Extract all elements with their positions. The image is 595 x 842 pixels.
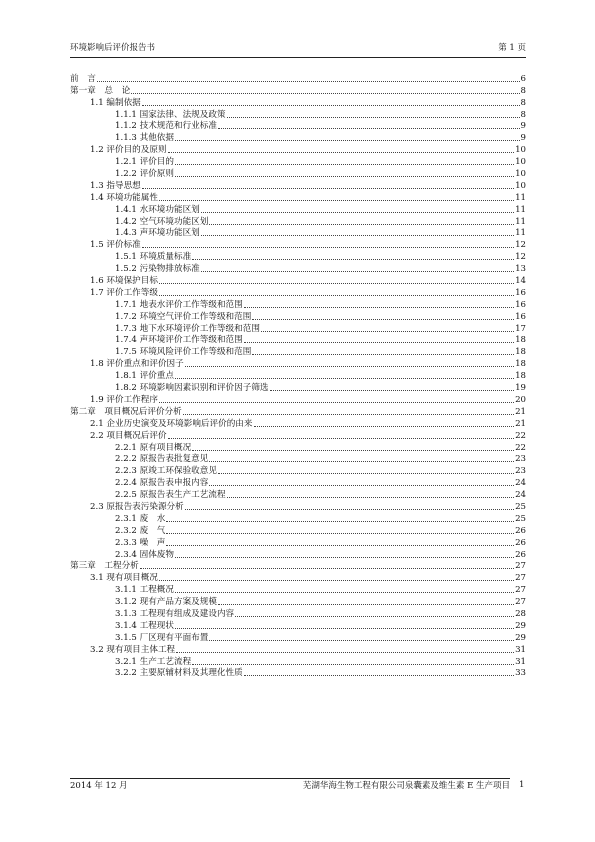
toc-entry-page: 26	[515, 549, 526, 560]
toc-leader-dots	[192, 450, 514, 451]
toc-entry-page: 29	[515, 632, 526, 643]
toc-entry-title: 1.7.3 地下水环境评价工作等级和范围	[115, 323, 260, 334]
toc-entry[interactable]	[70, 299, 526, 311]
toc-entry-title: 2.2.3 原竣工环保验收意见	[115, 466, 217, 477]
toc-leader-dots	[175, 557, 514, 558]
toc-entry[interactable]	[70, 192, 526, 204]
toc-entry-title: 1.1.1 国家法律、法规及政策	[115, 109, 226, 120]
header-rule	[70, 57, 526, 58]
toc-entry[interactable]	[70, 584, 526, 596]
toc-entry-title: 3.2.2 主要原辅材料及其理化性质	[115, 668, 243, 679]
toc-entry[interactable]	[70, 406, 526, 418]
toc-entry[interactable]	[70, 275, 526, 287]
toc-entry-title: 1.4.3 声环境功能区划	[115, 228, 200, 239]
toc-entry-title: 1.1.3 其他依据	[115, 133, 174, 144]
toc-entry-page: 26	[515, 537, 526, 548]
toc-entry[interactable]	[70, 287, 526, 299]
toc-entry[interactable]	[70, 144, 526, 156]
header-title: 环境影响后评价报告书	[70, 43, 156, 53]
toc-entry-page: 13	[515, 264, 526, 275]
toc-entry-page: 11	[515, 216, 526, 227]
toc-entry[interactable]	[70, 239, 526, 251]
toc-leader-dots	[131, 93, 519, 94]
toc-leader-dots	[244, 675, 514, 676]
toc-entry[interactable]	[70, 668, 526, 680]
toc-leader-dots	[209, 640, 514, 641]
toc-entry-title: 3.1.5 厂区现有平面布置	[115, 632, 209, 643]
toc-entry[interactable]	[70, 323, 526, 335]
toc-entry-page: 23	[515, 454, 526, 465]
toc-leader-dots	[175, 628, 514, 629]
toc-entry-title: 前 言	[70, 73, 96, 84]
toc-entry[interactable]	[70, 394, 526, 406]
toc-entry-title: 1.6 环境保护目标	[90, 276, 158, 287]
toc-leader-dots	[142, 247, 514, 248]
toc-leader-dots	[192, 664, 514, 665]
toc-entry-page: 33	[515, 668, 526, 679]
toc-leader-dots	[142, 105, 520, 106]
toc-entry[interactable]	[70, 549, 526, 561]
toc-entry-page: 8	[520, 85, 526, 96]
toc-entry-title: 第三章 工程分析	[70, 561, 139, 572]
footer-rule	[70, 778, 510, 779]
toc-leader-dots	[166, 521, 514, 522]
toc-entry-page: 18	[515, 335, 526, 346]
toc-entry-title: 1.8.2 环境影响因素识别和评价因子筛选	[115, 383, 269, 394]
toc-entry-title: 1.5.2 污染物排放标准	[115, 264, 200, 275]
toc-entry-title: 1.7.2 环境空气评价工作等级和范围	[115, 311, 252, 322]
toc-leader-dots	[201, 235, 514, 236]
toc-entry-title: 2.3.3 噪 声	[115, 537, 166, 548]
toc-entry-title: 1.3 指导思想	[90, 180, 141, 191]
toc-entry[interactable]	[70, 632, 526, 644]
toc-entry-page: 10	[515, 157, 526, 168]
toc-entry-page: 12	[515, 252, 526, 263]
footer-company: 芜湖华海生物工程有限公司泉囊素及维生素 E 生产项目	[302, 781, 510, 791]
toc-entry-page: 31	[515, 656, 526, 667]
toc-leader-dots	[252, 319, 514, 320]
toc-leader-dots	[209, 461, 514, 462]
toc-entry[interactable]	[70, 73, 526, 85]
toc-entry-title: 1.2.2 评价原则	[115, 169, 174, 180]
toc-entry[interactable]	[70, 109, 526, 121]
toc-entry[interactable]	[70, 382, 526, 394]
toc-entry[interactable]	[70, 608, 526, 620]
toc-leader-dots	[185, 366, 514, 367]
toc-entry-title: 1.2.1 评价目的	[115, 157, 174, 168]
toc-entry-page: 26	[515, 525, 526, 536]
toc-leader-dots	[142, 188, 514, 189]
toc-entry-title: 1.9 评价工作程序	[90, 394, 158, 405]
toc-entry-title: 1.7 评价工作等级	[90, 287, 158, 298]
toc-leader-dots	[218, 128, 520, 129]
toc-leader-dots	[209, 224, 514, 225]
toc-entry-page: 22	[515, 442, 526, 453]
toc-leader-dots	[97, 81, 520, 82]
footer-page-number: 1	[519, 780, 525, 790]
toc-entry[interactable]	[70, 418, 526, 430]
toc-entry-title: 3.1.2 现有产品方案及规模	[115, 597, 217, 608]
toc-entry-page: 6	[520, 73, 526, 84]
toc-leader-dots	[218, 604, 514, 605]
toc-leader-dots	[254, 426, 515, 427]
header-page-label: 第 1 页	[498, 43, 526, 53]
toc-entry-page: 18	[515, 347, 526, 358]
toc-entry-title: 第二章 项目概况后评价分析	[70, 406, 182, 417]
toc-entry-page: 10	[515, 169, 526, 180]
toc-leader-dots	[244, 307, 514, 308]
toc-entry[interactable]	[70, 263, 526, 275]
toc-entry[interactable]	[70, 501, 526, 513]
toc-leader-dots	[176, 652, 514, 653]
toc-entry-title: 3.1.3 工程现有组成及建设内容	[115, 608, 235, 619]
toc-entry[interactable]	[70, 596, 526, 608]
toc-leader-dots	[183, 414, 514, 415]
toc-entry[interactable]	[70, 97, 526, 109]
toc-entry[interactable]	[70, 85, 526, 97]
toc-entry[interactable]	[70, 620, 526, 632]
toc-entry[interactable]	[70, 251, 526, 263]
toc-entry[interactable]	[70, 168, 526, 180]
toc-leader-dots	[168, 152, 515, 153]
toc-entry-page: 16	[515, 287, 526, 298]
toc-entry[interactable]	[70, 121, 526, 133]
toc-entry-page: 24	[515, 490, 526, 501]
toc-leader-dots	[175, 176, 514, 177]
toc-entry-page: 8	[520, 109, 526, 120]
toc-entry-title: 1.5.1 环境质量标准	[115, 252, 192, 263]
toc-entry-page: 24	[515, 478, 526, 489]
toc-entry-title: 2.2.5 原报告表生产工艺流程	[115, 490, 226, 501]
toc-entry[interactable]	[70, 656, 526, 668]
toc-entry[interactable]	[70, 561, 526, 573]
toc-entry[interactable]	[70, 477, 526, 489]
toc-leader-dots	[201, 271, 514, 272]
toc-entry-title: 3.1 现有项目概况	[90, 573, 158, 584]
toc-entry-title: 1.5 评价标准	[90, 240, 141, 251]
toc-entry[interactable]	[70, 180, 526, 192]
toc-entry-title: 1.1 编制依据	[90, 97, 141, 108]
toc-entry-page: 27	[515, 597, 526, 608]
toc-entry-title: 2.3.4 固体废物	[115, 549, 174, 560]
toc-entry[interactable]	[70, 465, 526, 477]
toc-entry[interactable]	[70, 454, 526, 466]
toc-entry-page: 10	[515, 180, 526, 191]
toc-entry-page: 9	[520, 133, 526, 144]
toc-entry-title: 1.4.2 空气环境功能区划	[115, 216, 209, 227]
toc-leader-dots	[159, 283, 514, 284]
toc-entry-title: 2.2 项目概况后评价	[90, 430, 167, 441]
toc-entry-page: 27	[515, 585, 526, 596]
toc-entry-title: 2.3.2 废 气	[115, 525, 166, 536]
toc-entry[interactable]	[70, 228, 526, 240]
toc-entry[interactable]	[70, 644, 526, 656]
toc-entry[interactable]	[70, 489, 526, 501]
toc-entry-page: 11	[515, 204, 526, 215]
toc-entry[interactable]	[70, 537, 526, 549]
toc-entry-page: 17	[515, 323, 526, 334]
toc-entry-title: 1.7.1 地表水评价工作等级和范围	[115, 299, 243, 310]
toc-leader-dots	[185, 509, 514, 510]
toc-entry[interactable]	[70, 216, 526, 228]
toc-entry-title: 1.7.4 声环境评价工作等级和范围	[115, 335, 243, 346]
page-header	[70, 42, 526, 55]
toc-entry-title: 2.2.2 原报告表批复意见	[115, 454, 209, 465]
toc-entry-page: 31	[515, 644, 526, 655]
toc-leader-dots	[159, 402, 514, 403]
toc-entry-page: 25	[515, 501, 526, 512]
toc-leader-dots	[235, 616, 514, 617]
toc-entry-title: 1.8 评价重点和评价因子	[90, 359, 184, 370]
toc-entry-title: 2.1 企业历史演变及环境影响后评价的由来	[90, 418, 253, 429]
toc-leader-dots	[218, 473, 514, 474]
toc-entry-title: 2.3.1 废 水	[115, 513, 166, 524]
toc-entry[interactable]	[70, 204, 526, 216]
toc-entry-page: 23	[515, 466, 526, 477]
toc-entry-page: 16	[515, 311, 526, 322]
toc-entry-page: 9	[520, 121, 526, 132]
toc-leader-dots	[168, 438, 515, 439]
toc-entry-title: 2.3 原报告表污染源分析	[90, 501, 184, 512]
toc-entry-page: 19	[515, 383, 526, 394]
toc-entry-title: 2.2.4 原报告表申报内容	[115, 478, 209, 489]
toc-entry-title: 1.2 评价目的及原则	[90, 145, 167, 156]
toc-leader-dots	[175, 378, 514, 379]
toc-leader-dots	[252, 354, 514, 355]
toc-entry-page: 25	[515, 513, 526, 524]
toc-entry[interactable]	[70, 572, 526, 584]
toc-leader-dots	[159, 295, 514, 296]
toc-entry-page: 18	[515, 359, 526, 370]
toc-leader-dots	[209, 485, 514, 486]
toc-entry[interactable]	[70, 156, 526, 168]
toc-entry[interactable]	[70, 430, 526, 442]
toc-entry-title: 第一章 总 论	[70, 85, 131, 96]
toc-leader-dots	[175, 592, 514, 593]
toc-leader-dots	[270, 390, 515, 391]
toc-leader-dots	[192, 259, 514, 260]
toc-entry[interactable]	[70, 442, 526, 454]
toc-leader-dots	[159, 200, 514, 201]
toc-leader-dots	[166, 533, 514, 534]
toc-entry-page: 16	[515, 299, 526, 310]
toc-entry-page: 18	[515, 371, 526, 382]
toc-entry-page: 28	[515, 608, 526, 619]
toc-entry-title: 3.1.1 工程概况	[115, 585, 174, 596]
toc-entry-title: 1.4 环境功能属性	[90, 192, 158, 203]
toc-leader-dots	[244, 342, 514, 343]
toc-entry-page: 10	[515, 145, 526, 156]
table-of-contents	[70, 73, 526, 679]
toc-entry-title: 3.1.4 工程现状	[115, 620, 174, 631]
toc-entry[interactable]	[70, 513, 526, 525]
toc-entry-title: 3.2.1 生产工艺流程	[115, 656, 192, 667]
toc-entry[interactable]	[70, 335, 526, 347]
toc-entry[interactable]	[70, 525, 526, 537]
toc-entry-page: 14	[515, 276, 526, 287]
toc-leader-dots	[227, 117, 520, 118]
toc-entry-page: 27	[515, 561, 526, 572]
toc-entry-title: 1.1.2 技术规范和行业标准	[115, 121, 217, 132]
toc-entry[interactable]	[70, 346, 526, 358]
toc-entry-page: 12	[515, 240, 526, 251]
toc-entry[interactable]	[70, 358, 526, 370]
toc-leader-dots	[140, 568, 514, 569]
page-footer	[70, 781, 510, 793]
toc-entry-page: 20	[515, 394, 526, 405]
toc-entry-page: 22	[515, 430, 526, 441]
toc-leader-dots	[201, 212, 514, 213]
toc-entry-title: 1.7.5 环境风险评价工作等级和范围	[115, 347, 252, 358]
toc-entry-title: 1.8.1 评价重点	[115, 371, 174, 382]
toc-entry-title: 1.4.1 水环境功能区划	[115, 204, 200, 215]
toc-leader-dots	[261, 331, 514, 332]
toc-entry-title: 3.2 现有项目主体工程	[90, 644, 176, 655]
toc-entry-page: 29	[515, 620, 526, 631]
toc-leader-dots	[175, 140, 520, 141]
toc-entry-page: 21	[515, 418, 526, 429]
toc-entry-page: 27	[515, 573, 526, 584]
footer-date: 2014 年 12 月	[70, 781, 128, 791]
toc-entry[interactable]	[70, 132, 526, 144]
toc-leader-dots	[159, 580, 514, 581]
toc-entry-page: 11	[515, 192, 526, 203]
toc-leader-dots	[227, 497, 515, 498]
toc-leader-dots	[175, 164, 514, 165]
toc-leader-dots	[166, 545, 514, 546]
toc-entry-page: 21	[515, 406, 526, 417]
toc-entry[interactable]	[70, 311, 526, 323]
toc-entry-page: 8	[520, 97, 526, 108]
toc-entry-page: 11	[515, 228, 526, 239]
toc-entry-title: 2.2.1 原有项目概况	[115, 442, 192, 453]
toc-entry[interactable]	[70, 370, 526, 382]
